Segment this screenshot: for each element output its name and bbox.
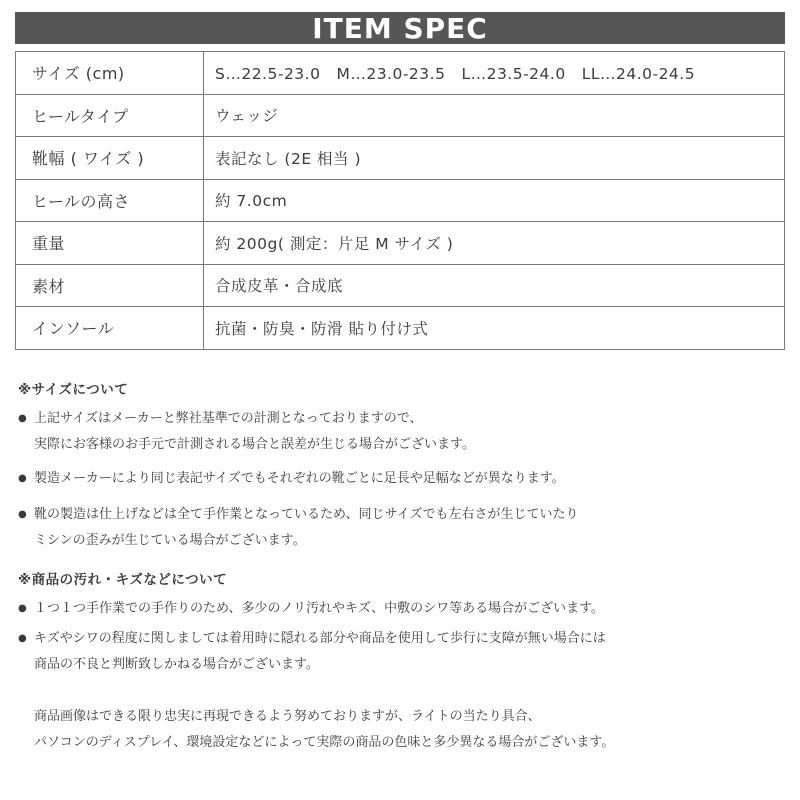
disclaimer-line: 商品画像はできる限り忠実に再現できるよう努めておりますが、ライトの当たり具合、 (34, 709, 541, 724)
spec-value: 約 200g( 測定：片足 M サイズ ) (204, 222, 785, 265)
bullet-icon: ● (18, 413, 27, 424)
image-disclaimer (18, 704, 788, 756)
spec-row-width (16, 137, 785, 180)
spec-row-material (16, 264, 785, 307)
spec-value: 合成皮革・合成底 (204, 264, 785, 307)
spec-label: 靴幅 ( ワイズ ) (16, 137, 204, 180)
note-line: 上記サイズはメーカーと弊社基準での計測となっておりますので、 (34, 411, 423, 426)
bullet-icon: ● (18, 473, 27, 484)
spec-value: 抗菌・防臭・防滑 貼り付け式 (204, 307, 785, 350)
bullet-icon: ● (18, 603, 27, 614)
spec-label: 重量 (16, 222, 204, 265)
spec-value: S…22.5-23.0 M…23.0-23.5 L…23.5-24.0 LL…24.0-24.5 (204, 52, 785, 95)
spec-label: インソール (16, 307, 204, 350)
note-line: １つ１つ手作業での手作りのため、多少のノリ汚れやキズ、中敷のシワ等ある場合がございます。 (34, 601, 605, 616)
note-item (18, 406, 788, 458)
spec-row-weight (16, 222, 785, 265)
note-line: 商品の不良と判断致しかねる場合がございます。 (34, 657, 319, 672)
note-line: 製造メーカーにより同じ表記サイズでもそれぞれの靴ごとに足長や足幅などが異なります。 (34, 471, 565, 486)
spec-label: サイズ (cm) (16, 52, 204, 95)
spec-row-heel-type (16, 94, 785, 137)
bullet-icon: ● (18, 509, 27, 520)
spec-value: ウェッジ (204, 94, 785, 137)
note-item (18, 502, 788, 554)
spec-row-insole (16, 307, 785, 350)
spec-value: 約 7.0cm (204, 179, 785, 222)
spec-row-size (16, 52, 785, 95)
spec-value: 表記なし (2E 相当 ) (204, 137, 785, 180)
spec-header-title: ITEM SPEC (312, 11, 488, 45)
note-item (18, 466, 788, 492)
spec-header (15, 12, 785, 44)
disclaimer-line: パソコンのディスプレイ、環境設定などによって実際の商品の色味と多少異なる場合がございます。 (34, 735, 615, 750)
note-item (18, 596, 788, 622)
damage-notes-title: ※商品の汚れ・キズなどについて (18, 572, 228, 588)
spec-row-heel-height (16, 179, 785, 222)
note-line: ミシンの歪みが生じている場合がございます。 (34, 533, 306, 548)
note-line: 実際にお客様のお手元で計測される場合と誤差が生じる場合がございます。 (34, 437, 475, 452)
spec-label: ヒールタイプ (16, 94, 204, 137)
note-item (18, 626, 788, 678)
spec-table (15, 51, 785, 350)
spec-label: ヒールの高さ (16, 179, 204, 222)
note-line: 靴の製造は仕上げなどは全て手作業となっているため、同じサイズでも左右さが生じていたり (34, 507, 579, 522)
size-notes-title: ※サイズについて (18, 382, 129, 398)
note-line: キズやシワの程度に関しましては着用時に隠れる部分や商品を使用して歩行に支障が無い場合には (34, 631, 606, 646)
notes-section (18, 378, 788, 756)
bullet-icon: ● (18, 633, 27, 644)
spec-label: 素材 (16, 264, 204, 307)
